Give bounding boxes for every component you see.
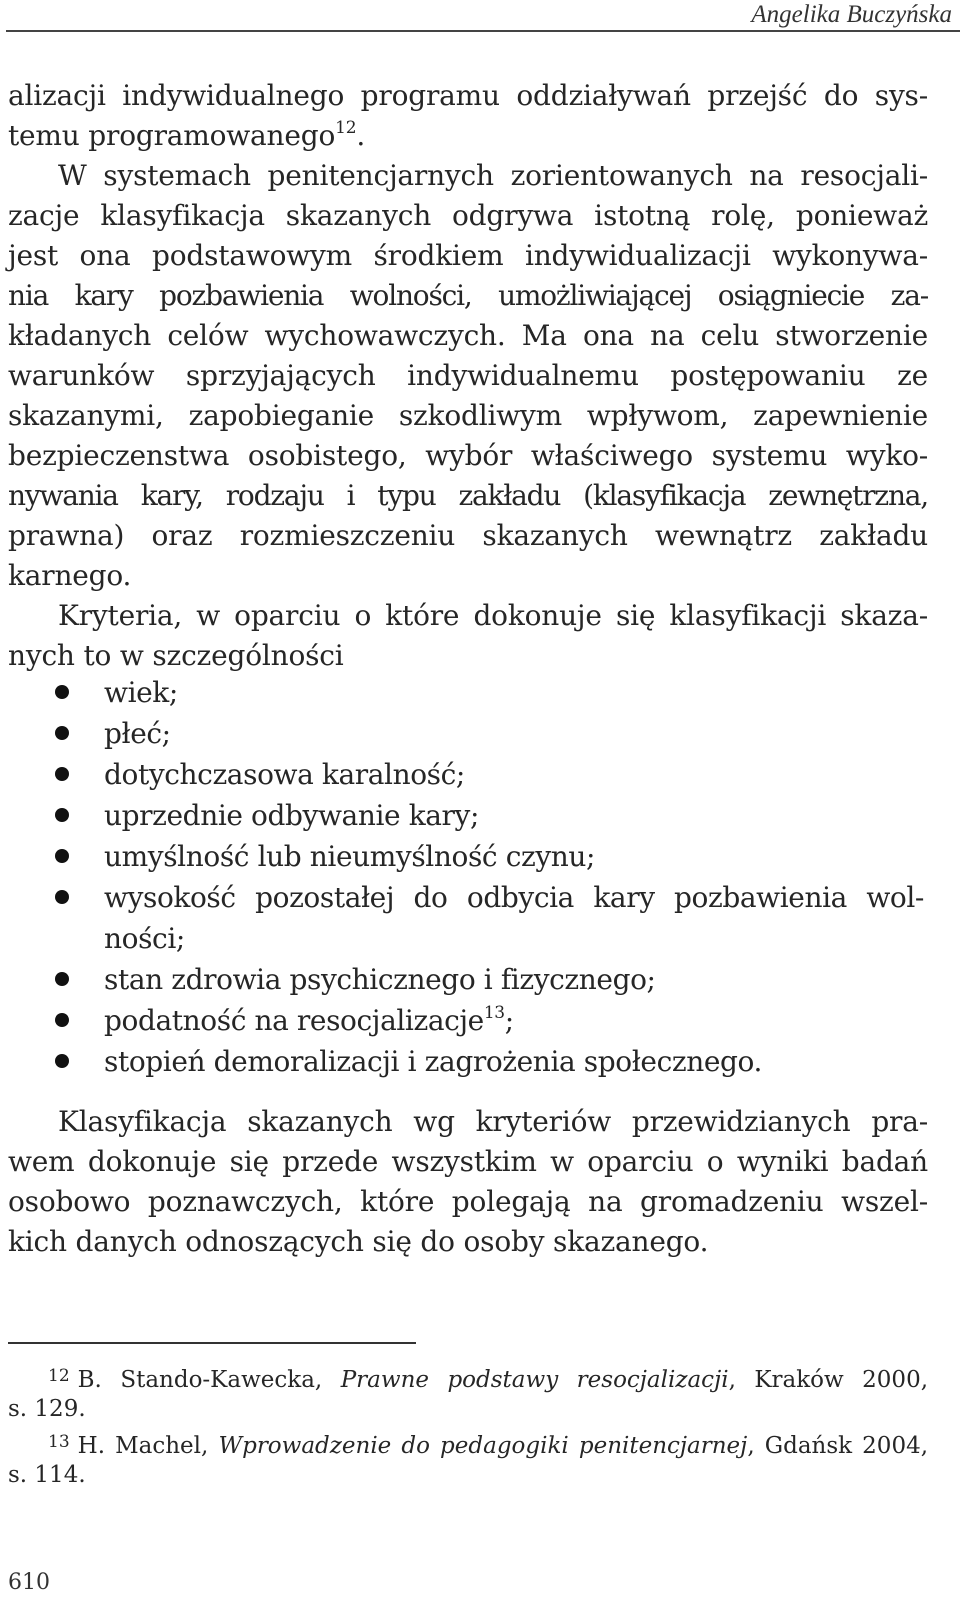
para4-line-3: osobowo poznawczych, które polegają na gromadzeniu wszel-	[8, 1185, 928, 1218]
para4-line-1: Klasyfikacja skazanych wg kryteriów przewidzianych pra-	[58, 1105, 928, 1138]
footnote-rest: , Gdańsk 2004,	[747, 1433, 929, 1459]
bullet-icon	[55, 808, 69, 822]
criteria-item-health	[0, 959, 930, 1000]
criteria-item-text: wiek;	[104, 676, 178, 709]
criteria-item-text: stan zdrowia psychicznego i fizycznego;	[104, 963, 656, 996]
bullet-icon	[55, 1013, 69, 1027]
criteria-item-text: umyślność lub nieumyślność czynu;	[104, 840, 596, 873]
criteria-item-text: stopień demoralizacji i zagrożenia społecznego.	[104, 1045, 763, 1078]
para2-line-7: skazanymi, zapobieganie szkodliwym wpływom, zapewnienie	[8, 399, 928, 432]
criteria-item-prior-record	[0, 754, 930, 795]
para2-line-1: W systemach penitencjarnych zorientowanych na resocjali-	[58, 159, 928, 192]
para1-line-2	[8, 116, 928, 156]
para2-line-6: warunków sprzyjających indywidualnemu postępowaniu ze	[8, 359, 928, 392]
criteria-item-susceptibility	[0, 1000, 930, 1041]
criteria-item-text: płeć;	[104, 717, 171, 750]
para2-line-11: karnego.	[8, 559, 132, 592]
criteria-item-intent	[0, 836, 930, 877]
bullet-icon	[55, 767, 69, 781]
bullet-icon	[55, 726, 69, 740]
footnote-rest: , Kraków 2000,	[728, 1367, 929, 1393]
footnote-number: 12	[48, 1366, 70, 1386]
criteria-item-text: dotychczasowa karalność;	[104, 758, 465, 791]
footnote-number: 13	[48, 1432, 70, 1452]
para2-line-4: nia kary pozbawienia wolności, umożliwiającej osiągniecie za-	[8, 279, 928, 312]
footnote-ref-12: 12	[335, 118, 357, 138]
criteria-item-demoralization	[0, 1041, 930, 1082]
criteria-item-text: wysokość pozostałej do odbycia kary pozbawienia wol-	[104, 881, 924, 914]
criteria-item-tail: ;	[504, 1004, 514, 1037]
criteria-item-text-cont: ności;	[104, 922, 185, 955]
criteria-item-prior-sentence	[0, 795, 930, 836]
running-header-author: Angelika Buczyńska	[751, 1, 952, 28]
bullet-icon	[55, 890, 69, 904]
para4-line-2: wem dokonuje się przede wszystkim w oparciu o wyniki badań	[8, 1145, 928, 1178]
bullet-icon	[55, 849, 69, 863]
bullet-icon	[55, 972, 69, 986]
page-number: 610	[8, 1570, 50, 1595]
header-rule	[6, 30, 960, 32]
criteria-item-text: uprzednie odbywanie kary;	[104, 799, 479, 832]
footnote-title: Prawne podstawy resocjalizacji	[340, 1367, 729, 1393]
criteria-list	[0, 672, 930, 1082]
bullet-icon	[55, 685, 69, 699]
footnotes	[8, 1360, 928, 1492]
footnote-author: H. Machel,	[77, 1433, 209, 1459]
footnote-ref-13: 13	[483, 1003, 505, 1023]
criteria-item-text: podatność na resocjalizacje	[104, 1004, 484, 1037]
body-text-top	[8, 76, 928, 676]
para2-line-5: kładanych celów wychowawczych. Ma ona na celu stworzenie	[8, 319, 928, 352]
criteria-item-sex	[0, 713, 930, 754]
footnote-rule	[8, 1342, 416, 1344]
para2-line-9: nywania kary, rodzaju i typu zakładu (klasyfikacja zewnętrzna,	[8, 479, 928, 512]
para4-line-4: kich danych odnoszących się do osoby skazanego.	[8, 1225, 709, 1258]
criteria-item-remaining-sentence	[0, 877, 930, 959]
footnote-13-cont: s. 114.	[8, 1462, 86, 1488]
para2-line-3: jest ona podstawowym środkiem indywidualizacji wykonywa-	[8, 239, 928, 272]
footnote-12	[8, 1360, 928, 1393]
footnote-13	[8, 1426, 928, 1459]
para1-line-2-text: temu programowanego	[8, 119, 336, 152]
footnote-title: Wprowadzenie do pedagogiki penitencjarnej	[218, 1433, 748, 1459]
para2-line-8: bezpieczenstwa osobistego, wybór właściwego systemu wyko-	[8, 439, 928, 472]
body-text-bottom	[8, 1102, 928, 1262]
criteria-item-age	[0, 672, 930, 713]
para1-line-1: alizacji indywidualnego programu oddziaływań przejść do sys-	[8, 79, 928, 112]
para3-line-2: nych to w szczególności	[8, 639, 344, 672]
para1-line-2-tail: .	[356, 119, 366, 152]
para2-line-10: prawna) oraz rozmieszczeniu skazanych wewnątrz zakładu	[8, 519, 928, 552]
footnote-12-cont: s. 129.	[8, 1396, 86, 1422]
bullet-icon	[55, 1054, 69, 1068]
para3-line-1: Kryteria, w oparciu o które dokonuje się klasyfikacji skaza-	[58, 599, 928, 632]
footnote-author: B. Stando-Kawecka,	[77, 1367, 323, 1393]
para2-line-2: zacje klasyfikacja skazanych odgrywa istotną rolę, ponieważ	[8, 199, 928, 232]
